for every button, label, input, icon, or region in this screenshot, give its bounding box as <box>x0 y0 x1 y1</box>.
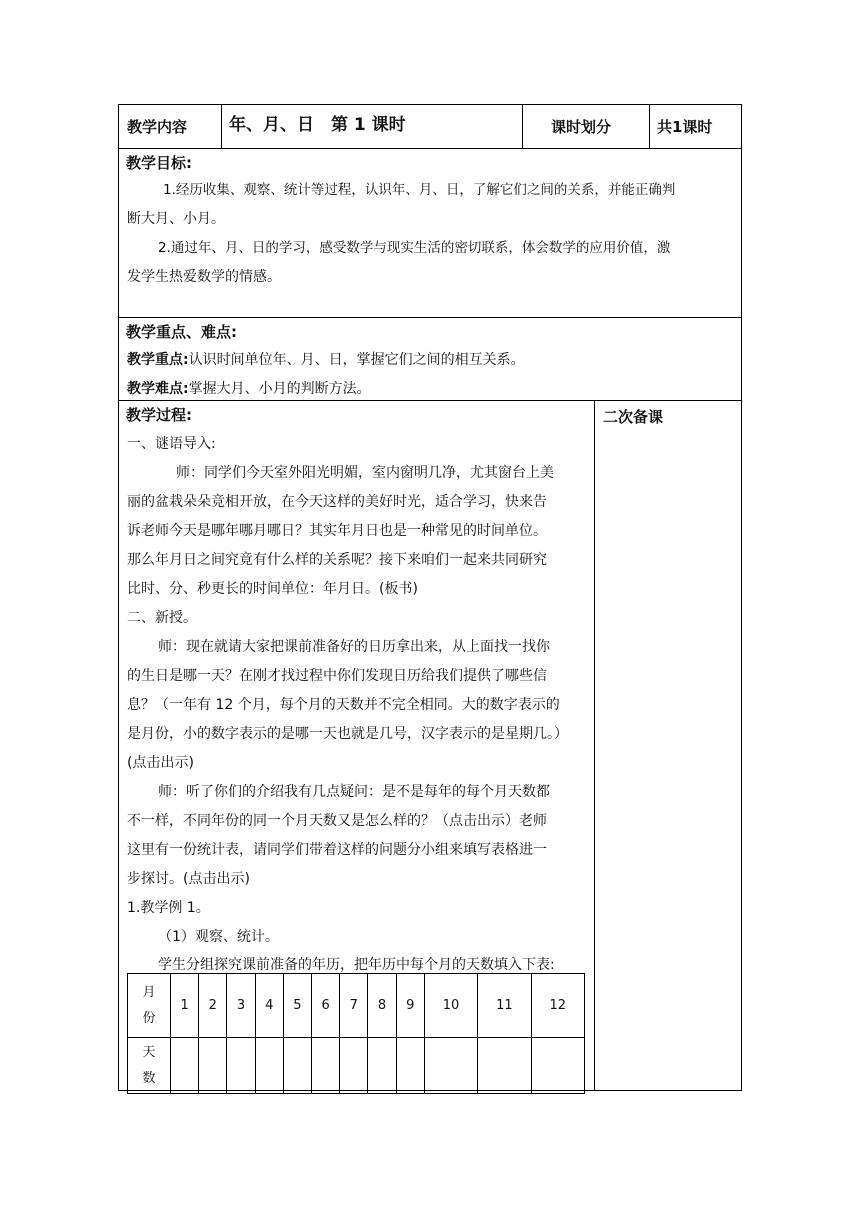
process-line: 是月份，小的数字表示的是哪一天也就是几号，汉字表示的是星期几。） <box>127 726 568 742</box>
month-cell: 2 <box>199 974 227 1038</box>
lesson-title: 年、月、日 第 1 课时 <box>229 115 406 135</box>
table-border-right <box>741 104 742 1091</box>
days-cell[interactable] <box>368 1038 396 1094</box>
days-cell[interactable] <box>396 1038 424 1094</box>
month-cell: 8 <box>368 974 396 1038</box>
objectives-heading: 教学目标: <box>126 154 192 172</box>
focus-label: 教学重点: <box>127 352 189 368</box>
focus-text: 认识时间单位年、月、日，掌握它们之间的相互关系。 <box>188 352 525 368</box>
period-label: 课时划分 <box>551 118 612 136</box>
difficulty-label: 教学难点: <box>127 381 189 397</box>
objective-line: 1.经历收集、观察、统计等过程，认识年、月、日，了解它们之间的关系，并能正确判 <box>163 182 676 198</box>
process-line: 二、新授。 <box>127 610 197 626</box>
process-line: 学生分组探究课前准备的年历，把年历中每个月的天数填入下表: <box>158 957 555 973</box>
month-cell: 11 <box>478 974 531 1038</box>
process-line: 一、谜语导入: <box>127 436 216 452</box>
month-cell: 5 <box>283 974 311 1038</box>
second-prep-heading: 二次备课 <box>603 408 664 426</box>
process-line: 丽的盆栽朵朵竞相开放，在今天这样的美好时光，适合学习，快来告 <box>127 494 547 510</box>
process-line: 比时、分、秒更长的时间单位：年月日。(板书) <box>127 581 418 597</box>
days-cell[interactable] <box>199 1038 227 1094</box>
content-label: 教学内容 <box>127 118 188 136</box>
days-cell[interactable] <box>227 1038 255 1094</box>
process-line: 的生日是哪一天？在刚才找过程中你们发现日历给我们提供了哪些信 <box>127 668 547 684</box>
days-cell[interactable] <box>255 1038 283 1094</box>
process-col-divider <box>594 400 595 1091</box>
process-line: 诉老师今天是哪年哪月哪日？其实年月日也是一种常见的时间单位。 <box>127 523 547 539</box>
process-line: （1）观察、统计。 <box>158 929 279 945</box>
period-value: 共1课时 <box>657 118 713 136</box>
month-cell: 7 <box>340 974 368 1038</box>
days-cell[interactable] <box>478 1038 531 1094</box>
month-cell: 1 <box>171 974 199 1038</box>
days-cell[interactable] <box>424 1038 477 1094</box>
table-border-left <box>118 104 119 1091</box>
keypoints-divider <box>118 400 742 401</box>
difficulty-row <box>127 379 371 399</box>
objective-line: 断大月、小月。 <box>127 211 225 227</box>
process-heading: 教学过程: <box>126 406 192 424</box>
objective-line: 发学生热爱数学的情感。 <box>127 269 281 285</box>
process-line: (点击出示) <box>127 755 194 771</box>
month-cell: 6 <box>312 974 340 1038</box>
process-line: 步探讨。(点击出示) <box>127 871 250 887</box>
process-line: 1.教学例 1。 <box>127 900 210 916</box>
month-cell: 10 <box>424 974 477 1038</box>
month-cell: 12 <box>531 974 584 1038</box>
process-line: 不一样，不同年份的同一个月天数又是怎么样的？（点击出示）老师 <box>127 813 547 829</box>
month-cell: 3 <box>227 974 255 1038</box>
days-cell[interactable] <box>531 1038 584 1094</box>
header-col-divider-3 <box>649 104 650 149</box>
days-cell[interactable] <box>312 1038 340 1094</box>
difficulty-text: 掌握大月、小月的判断方法。 <box>188 381 371 397</box>
month-cell: 9 <box>396 974 424 1038</box>
keypoints-heading: 教学重点、难点: <box>126 323 237 341</box>
process-line: 师：同学们今天室外阳光明媚，室内窗明几净，尤其窗台上美 <box>176 465 554 481</box>
process-line: 师：现在就请大家把课前准备好的日历拿出来，从上面找一找你 <box>158 639 550 655</box>
header-col-divider-1 <box>221 104 222 149</box>
month-days-table <box>127 973 585 1094</box>
days-cell[interactable] <box>171 1038 199 1094</box>
process-line: 那么年月日之间究竟有什么样的关系呢？接下来咱们一起来共同研究 <box>127 552 547 568</box>
month-row-label: 月 份 <box>128 974 171 1038</box>
objectives-divider <box>118 317 742 318</box>
table-row <box>128 974 585 1038</box>
focus-row <box>127 350 525 370</box>
process-line: 这里有一份统计表，请同学们带着这样的问题分小组来填写表格进一 <box>127 842 547 858</box>
process-line: 息？（一年有 12 个月，每个月的天数并不完全相同。大的数字表示的 <box>127 697 560 713</box>
objective-line: 2.通过年、月、日的学习，感受数学与现实生活的密切联系，体会数学的应用价值，激 <box>158 240 671 256</box>
days-cell[interactable] <box>340 1038 368 1094</box>
days-row-label: 天 数 <box>128 1038 171 1094</box>
month-cell: 4 <box>255 974 283 1038</box>
header-col-divider-2 <box>522 104 523 149</box>
process-line: 师：听了你们的介绍我有几点疑问：是不是每年的每个月天数都 <box>158 784 550 800</box>
table-row <box>128 1038 585 1094</box>
days-cell[interactable] <box>283 1038 311 1094</box>
